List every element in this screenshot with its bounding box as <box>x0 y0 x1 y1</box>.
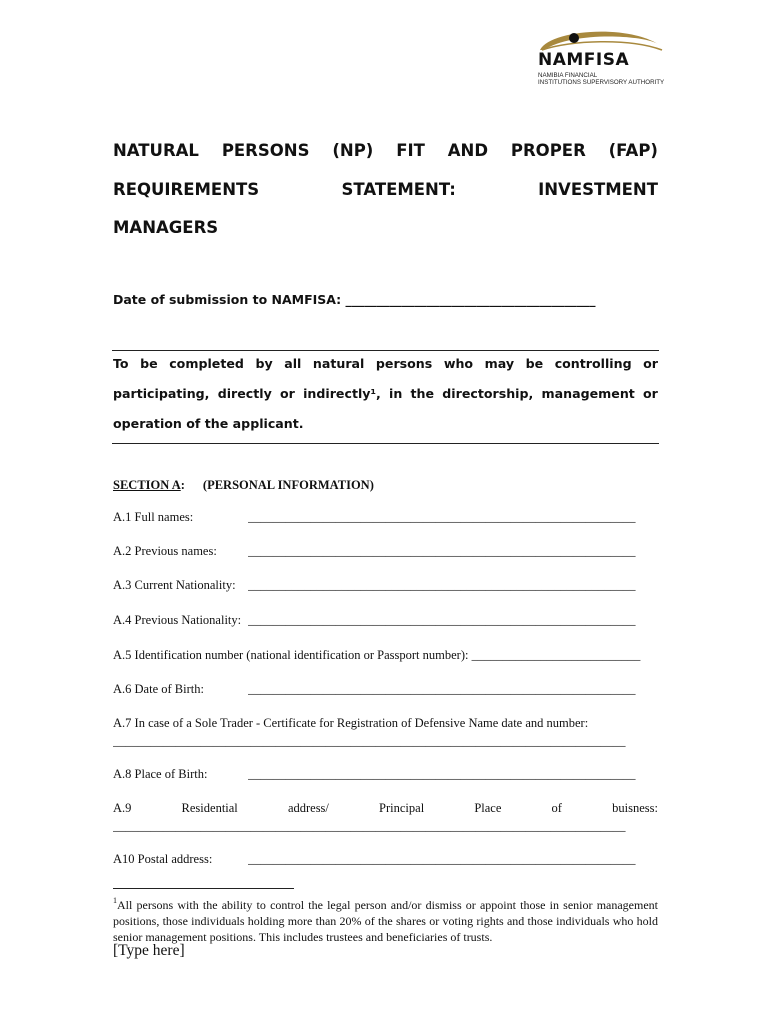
field-a8-input-line[interactable]: ______________________________________________________________ <box>248 767 636 781</box>
intro-top-divider <box>112 350 659 351</box>
a9-word: address/ <box>287 801 329 815</box>
intro-line1 <box>113 356 658 371</box>
logo-brand: NAMFISA <box>538 50 630 70</box>
logo-subtitle-line2: INSTITUTIONS SUPERVISORY AUTHORITY <box>538 79 665 86</box>
title-word: FIT <box>396 141 425 160</box>
field-a10-label: A10 Postal address: <box>113 852 213 866</box>
title-word: PERSONS <box>221 141 310 160</box>
title-word: (NP) <box>332 141 374 160</box>
intro-word: or <box>643 356 658 371</box>
intro-word: or <box>643 386 658 401</box>
intro-line2 <box>113 386 658 401</box>
intro-word: the <box>410 386 435 401</box>
title-word: STATEMENT: <box>341 180 456 199</box>
logo-subtitle <box>538 72 664 86</box>
namfisa-logo <box>530 28 670 92</box>
intro-word: in <box>389 386 403 401</box>
date-of-submission: Date of submission to NAMFISA: ________________________________________ <box>113 292 596 307</box>
intro-line3 <box>113 416 658 431</box>
a9-word: Residential <box>181 801 238 815</box>
document-title-line2 <box>113 180 658 199</box>
field-a5-label-and-line[interactable]: A.5 Identification number (national identification or Passport number): ___________________________ <box>113 648 641 662</box>
title-word: NATURAL <box>113 141 199 160</box>
footnote-text: All persons with the ability to control the legal person and/or dismiss or appoint those in senior management positions, those individuals holding more than 20% of the shares or voting rights and those individuals who hold senior management positions. This includes trustees and beneficiaries of trusts. <box>113 898 658 944</box>
field-a1-input-line[interactable]: ______________________________________________________________ <box>248 510 636 524</box>
title-word: MANAGERS <box>113 218 219 237</box>
document-title-line1 <box>113 141 658 160</box>
field-a3-input-line[interactable]: ______________________________________________________________ <box>248 578 636 592</box>
title-word: INVESTMENT <box>538 180 658 199</box>
field-a4-input-line[interactable]: ______________________________________________________________ <box>248 613 636 627</box>
field-a7-label: A.7 In case of a Sole Trader - Certificate for Registration of Defensive Name date and number: <box>113 716 589 730</box>
footnote <box>113 897 658 945</box>
field-a7-input-line[interactable]: __________________________________________________________________________________ <box>113 734 626 748</box>
intro-word: completed <box>169 356 244 371</box>
a9-word: Place <box>474 801 502 815</box>
intro-word: natural <box>312 356 365 371</box>
field-a1-label: A.1 Full names: <box>113 510 194 524</box>
field-a8-label: A.8 Place of Birth: <box>113 767 208 781</box>
section-a-colon: : <box>180 478 185 492</box>
intro-word: management <box>541 386 635 401</box>
intro-word: controlling <box>554 356 632 371</box>
document-title-line3 <box>113 218 658 237</box>
field-a9-input-line[interactable]: __________________________________________________________________________________ <box>113 819 626 833</box>
logo-subtitle-line1: NAMIBIA FINANCIAL <box>538 72 598 79</box>
footnote-marker: 1 <box>113 896 117 905</box>
field-a2-input-line[interactable]: ______________________________________________________________ <box>248 544 636 558</box>
intro-word: participating, <box>113 386 210 401</box>
intro-word: operation of the applicant. <box>113 416 304 431</box>
field-a6-label: A.6 Date of Birth: <box>113 682 204 696</box>
intro-word: directorship, <box>442 386 534 401</box>
section-a-heading <box>113 478 374 493</box>
intro-word: indirectly¹, <box>303 386 381 401</box>
intro-word: directly <box>217 386 272 401</box>
a9-word: of <box>551 801 562 815</box>
title-word: PROPER <box>510 141 586 160</box>
field-a9-label <box>113 801 658 816</box>
section-a-subtitle: (PERSONAL INFORMATION) <box>202 478 374 492</box>
intro-word: be <box>525 356 544 371</box>
title-word: AND <box>447 141 489 160</box>
intro-word: To <box>113 356 129 371</box>
a9-word: Principal <box>379 801 425 815</box>
intro-bottom-divider <box>112 443 659 444</box>
intro-word: all <box>284 356 302 371</box>
title-word: REQUIREMENTS <box>113 180 260 199</box>
field-a4-label: A.4 Previous Nationality: <box>113 613 242 627</box>
title-word: (FAP) <box>608 141 658 160</box>
a9-word: buisness: <box>612 801 658 815</box>
section-a-label: SECTION A <box>113 478 181 492</box>
intro-word: persons <box>375 356 433 371</box>
field-a6-input-line[interactable]: ______________________________________________________________ <box>248 682 636 696</box>
intro-word: be <box>140 356 158 371</box>
intro-word: by <box>255 356 273 371</box>
field-a3-label: A.3 Current Nationality: <box>113 578 236 592</box>
intro-word: who <box>443 356 474 371</box>
type-here-placeholder[interactable]: [Type here] <box>113 942 185 959</box>
a9-word: A.9 <box>113 801 132 815</box>
field-a10-input-line[interactable]: ______________________________________________________________ <box>248 852 636 866</box>
field-a2-label: A.2 Previous names: <box>113 544 217 558</box>
intro-word: or <box>280 386 295 401</box>
footnote-separator <box>113 888 294 889</box>
intro-word: may <box>484 356 515 371</box>
